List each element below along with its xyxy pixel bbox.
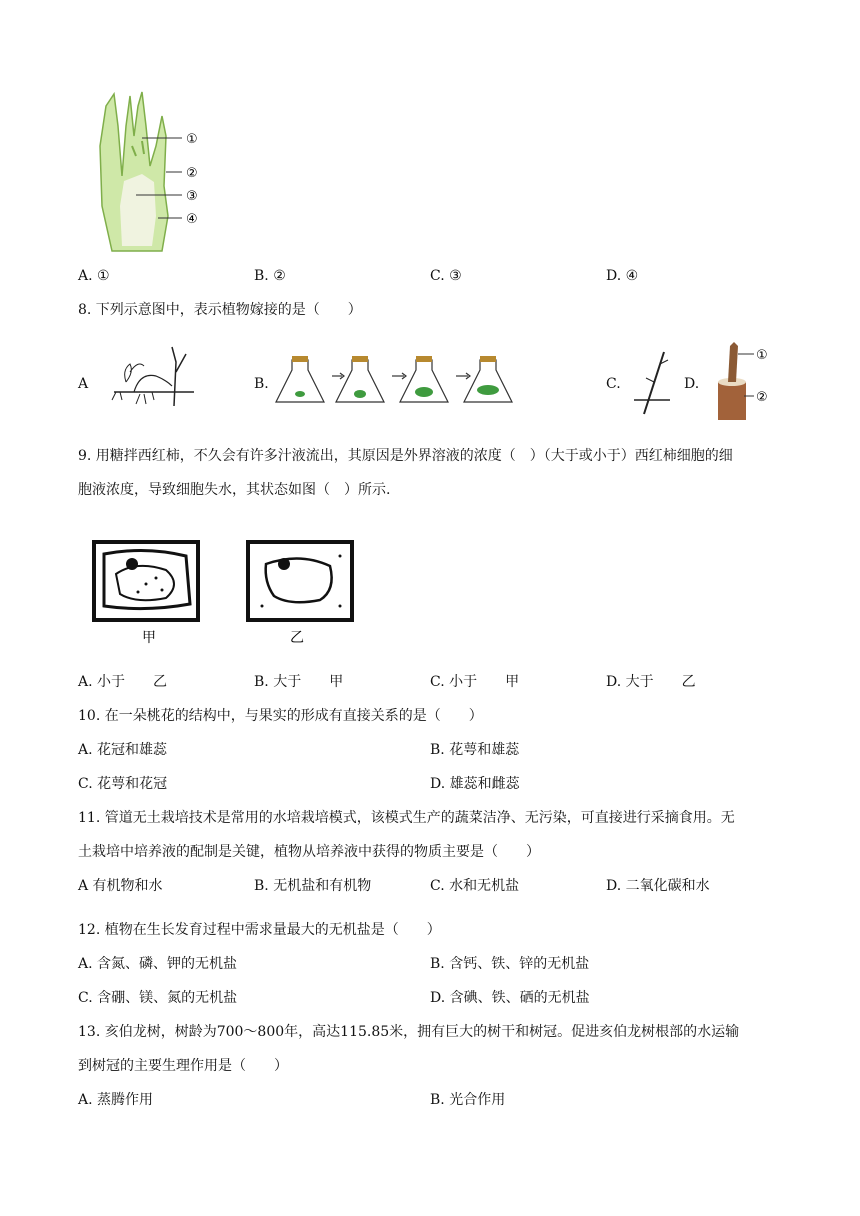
q7-option-b: B. ② (254, 268, 286, 284)
q12-option-d: D. 含碘、铁、硒的无机盐 (430, 990, 590, 1006)
grafting-figure (706, 340, 776, 422)
q10-option-b: B. 花萼和雄蕊 (430, 742, 520, 758)
q10-option-c: C. 花萼和花冠 (78, 776, 168, 792)
cell-figure-yi (240, 534, 360, 648)
q8-stem: 8. 下列示意图中，表示植物嫁接的是（ ） (78, 302, 362, 318)
q12-stem: 12. 植物在生长发育过程中需求量最大的无机盐是（ ） (78, 922, 441, 938)
q9-option-b: B. 大于 甲 (254, 674, 344, 690)
cell-label-yi: 乙 (290, 630, 304, 646)
q7-option-d: D. ④ (606, 268, 639, 284)
q7-option-a: A. ① (78, 268, 110, 284)
q7-option-c: C. ③ (430, 268, 462, 284)
q9-option-d: D. 大于 乙 (606, 674, 696, 690)
bud-section-figure (92, 86, 212, 256)
q11-option-d: D. 二氧化碳和水 (606, 878, 710, 894)
q8-option-a-letter: A (78, 376, 89, 392)
q12-option-a: A. 含氮、磷、钾的无机盐 (78, 956, 238, 972)
q11-option-b: B. 无机盐和有机物 (254, 878, 372, 894)
graft-label-2: ② (756, 390, 768, 405)
q12-option-c: C. 含硼、镁、氮的无机盐 (78, 990, 238, 1006)
q11-stem-line2: 土栽培中培养液的配制是关键，植物从培养液中获得的物质主要是（ ） (78, 844, 540, 860)
q9-stem-line2: 胞液浓度，导致细胞失水，其状态如图（ ）所示. (78, 482, 391, 498)
q9-option-c: C. 小于 甲 (430, 674, 520, 690)
fig7-label-1: ① (186, 132, 198, 147)
q10-stem: 10. 在一朵桃花的结构中，与果实的形成有直接关系的是（ ） (78, 708, 483, 724)
q13-option-b: B. 光合作用 (430, 1092, 506, 1108)
q9-stem-line1: 9. 用糖拌西红柿，不久会有许多汁液流出，其原因是外界溶液的浓度（ ）（大于或小于）西红柿细胞的细 (78, 448, 733, 464)
q10-option-a: A. 花冠和雄蕊 (78, 742, 168, 758)
q8-option-d-letter: D. (684, 376, 700, 392)
q13-stem-line1: 13. 亥伯龙树，树龄为700～800年，高达115.85米，拥有巨大的树干和树冠。促进亥伯龙树根部的水运输 (78, 1024, 740, 1040)
q13-option-a: A. 蒸腾作用 (78, 1092, 154, 1108)
q11-option-c: C. 水和无机盐 (430, 878, 520, 894)
fig7-label-4: ④ (186, 212, 198, 227)
q9-option-a: A. 小于 乙 (78, 674, 168, 690)
cell-figure-jia (86, 534, 206, 648)
q12-option-b: B. 含钙、铁、锌的无机盐 (430, 956, 590, 972)
fig7-label-3: ③ (186, 189, 198, 204)
q11-stem-line1: 11. 管道无土栽培技术是常用的水培栽培模式，该模式生产的蔬菜洁净、无污染，可直接进行采摘食用。无 (78, 810, 735, 826)
graft-label-1: ① (756, 348, 768, 363)
cell-label-jia: 甲 (142, 630, 156, 646)
q8-option-c-letter: C. (606, 376, 621, 392)
q10-option-d: D. 雄蕊和雌蕊 (430, 776, 520, 792)
q11-option-a: A 有机物和水 (78, 878, 163, 894)
tissue-culture-figure (274, 354, 526, 410)
layering-figure (104, 342, 194, 408)
q13-stem-line2: 到树冠的主要生理作用是（ ） (78, 1058, 288, 1074)
q8-option-b-letter: B. (254, 376, 269, 392)
cutting-figure (630, 346, 674, 418)
fig7-label-2: ② (186, 166, 198, 181)
